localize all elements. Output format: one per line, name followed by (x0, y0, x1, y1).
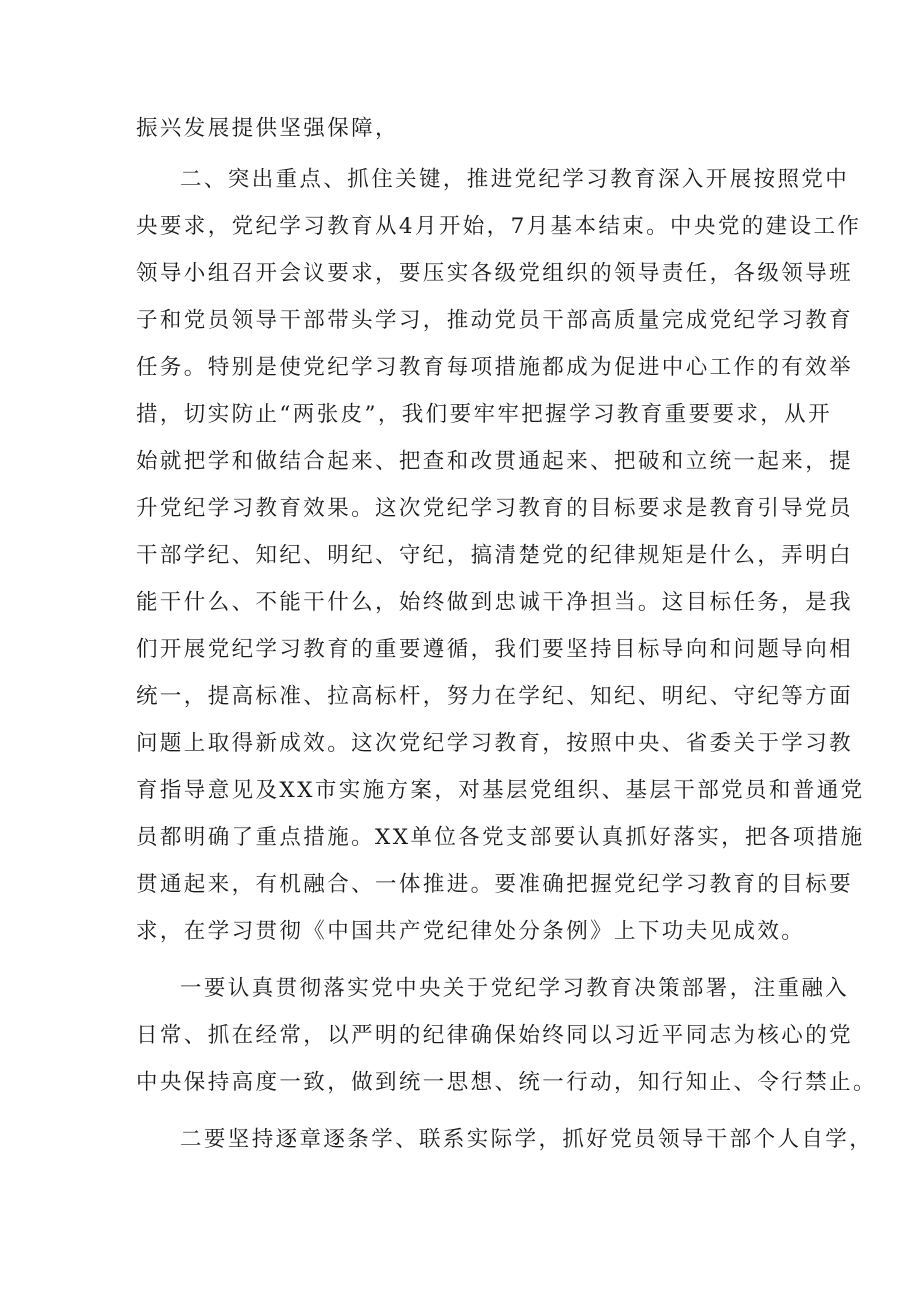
text-line: 求，在学习贯彻《中国共产党纪律处分条例》上下功夫见成效。 (136, 919, 806, 944)
text-line: 育指导意见及XX市实施方案，对基层党组织、基层干部党员和普通党 (136, 778, 865, 803)
text-line: 领导小组召开会议要求，要压实各级党组织的领导责任，各级领导班 (136, 261, 854, 286)
text-line: 子和党员领导干部带头学习，推动党员干部高质量完成党纪学习教育 (136, 308, 854, 333)
section-heading-line: 二、突出重点、抓住关键，推进党纪学习教育深入开展按照党中 (180, 167, 850, 192)
text-line: 能干什么、不能干什么，始终做到忠诚干净担当。这目标任务，是我 (136, 590, 854, 615)
text-line: 央要求，党纪学习教育从4月开始，7月基本结束。中央党的建设工作 (136, 214, 862, 239)
text-line: 干部学纪、知纪、明纪、守纪，搞清楚党的纪律规矩是什么，弄明白 (136, 543, 854, 568)
text-line: 中央保持高度一致，做到统一思想、统一行动，知行知止、令行禁止。 (136, 1070, 877, 1095)
paragraph-first-line: 一要认真贯彻落实党中央关于党纪学习教育决策部署，注重融入 (180, 976, 850, 1001)
text-line: 员都明确了重点措施。XX单位各党支部要认真抓好落实，把各项措施 (136, 825, 865, 850)
text-line: 日常、抓在经常，以严明的纪律确保始终同以习近平同志为核心的党 (136, 1023, 854, 1048)
paragraph-first-line: 二要坚持逐章逐条学、联系实际学，抓好党员领导干部个人自学， (180, 1127, 874, 1152)
text-line: 任务。特别是使党纪学习教育每项措施都成为促进中心工作的有效举 (136, 355, 854, 380)
text-line: 措，切实防止“两张皮”，我们要牢牢把握学习教育重要要求，从开 (136, 402, 832, 427)
text-line: 问题上取得新成效。这次党纪学习教育，按照中央、省委关于学习教 (136, 731, 854, 756)
text-line: 统一，提高标准、拉高标杆，努力在学纪、知纪、明纪、守纪等方面 (136, 684, 854, 709)
text-line: 们开展党纪学习教育的重要遵循，我们要坚持目标导向和问题导向相 (136, 637, 854, 662)
text-line: 贯通起来，有机融合、一体推进。要准确把握党纪学习教育的目标要 (136, 872, 854, 897)
text-line: 升党纪学习教育效果。这次党纪学习教育的目标要求是教育引导党员 (136, 496, 854, 521)
text-line: 振兴发展提供坚强保障， (136, 116, 399, 141)
text-line: 始就把学和做结合起来、把查和改贯通起来、把破和立统一起来，提 (136, 449, 854, 474)
